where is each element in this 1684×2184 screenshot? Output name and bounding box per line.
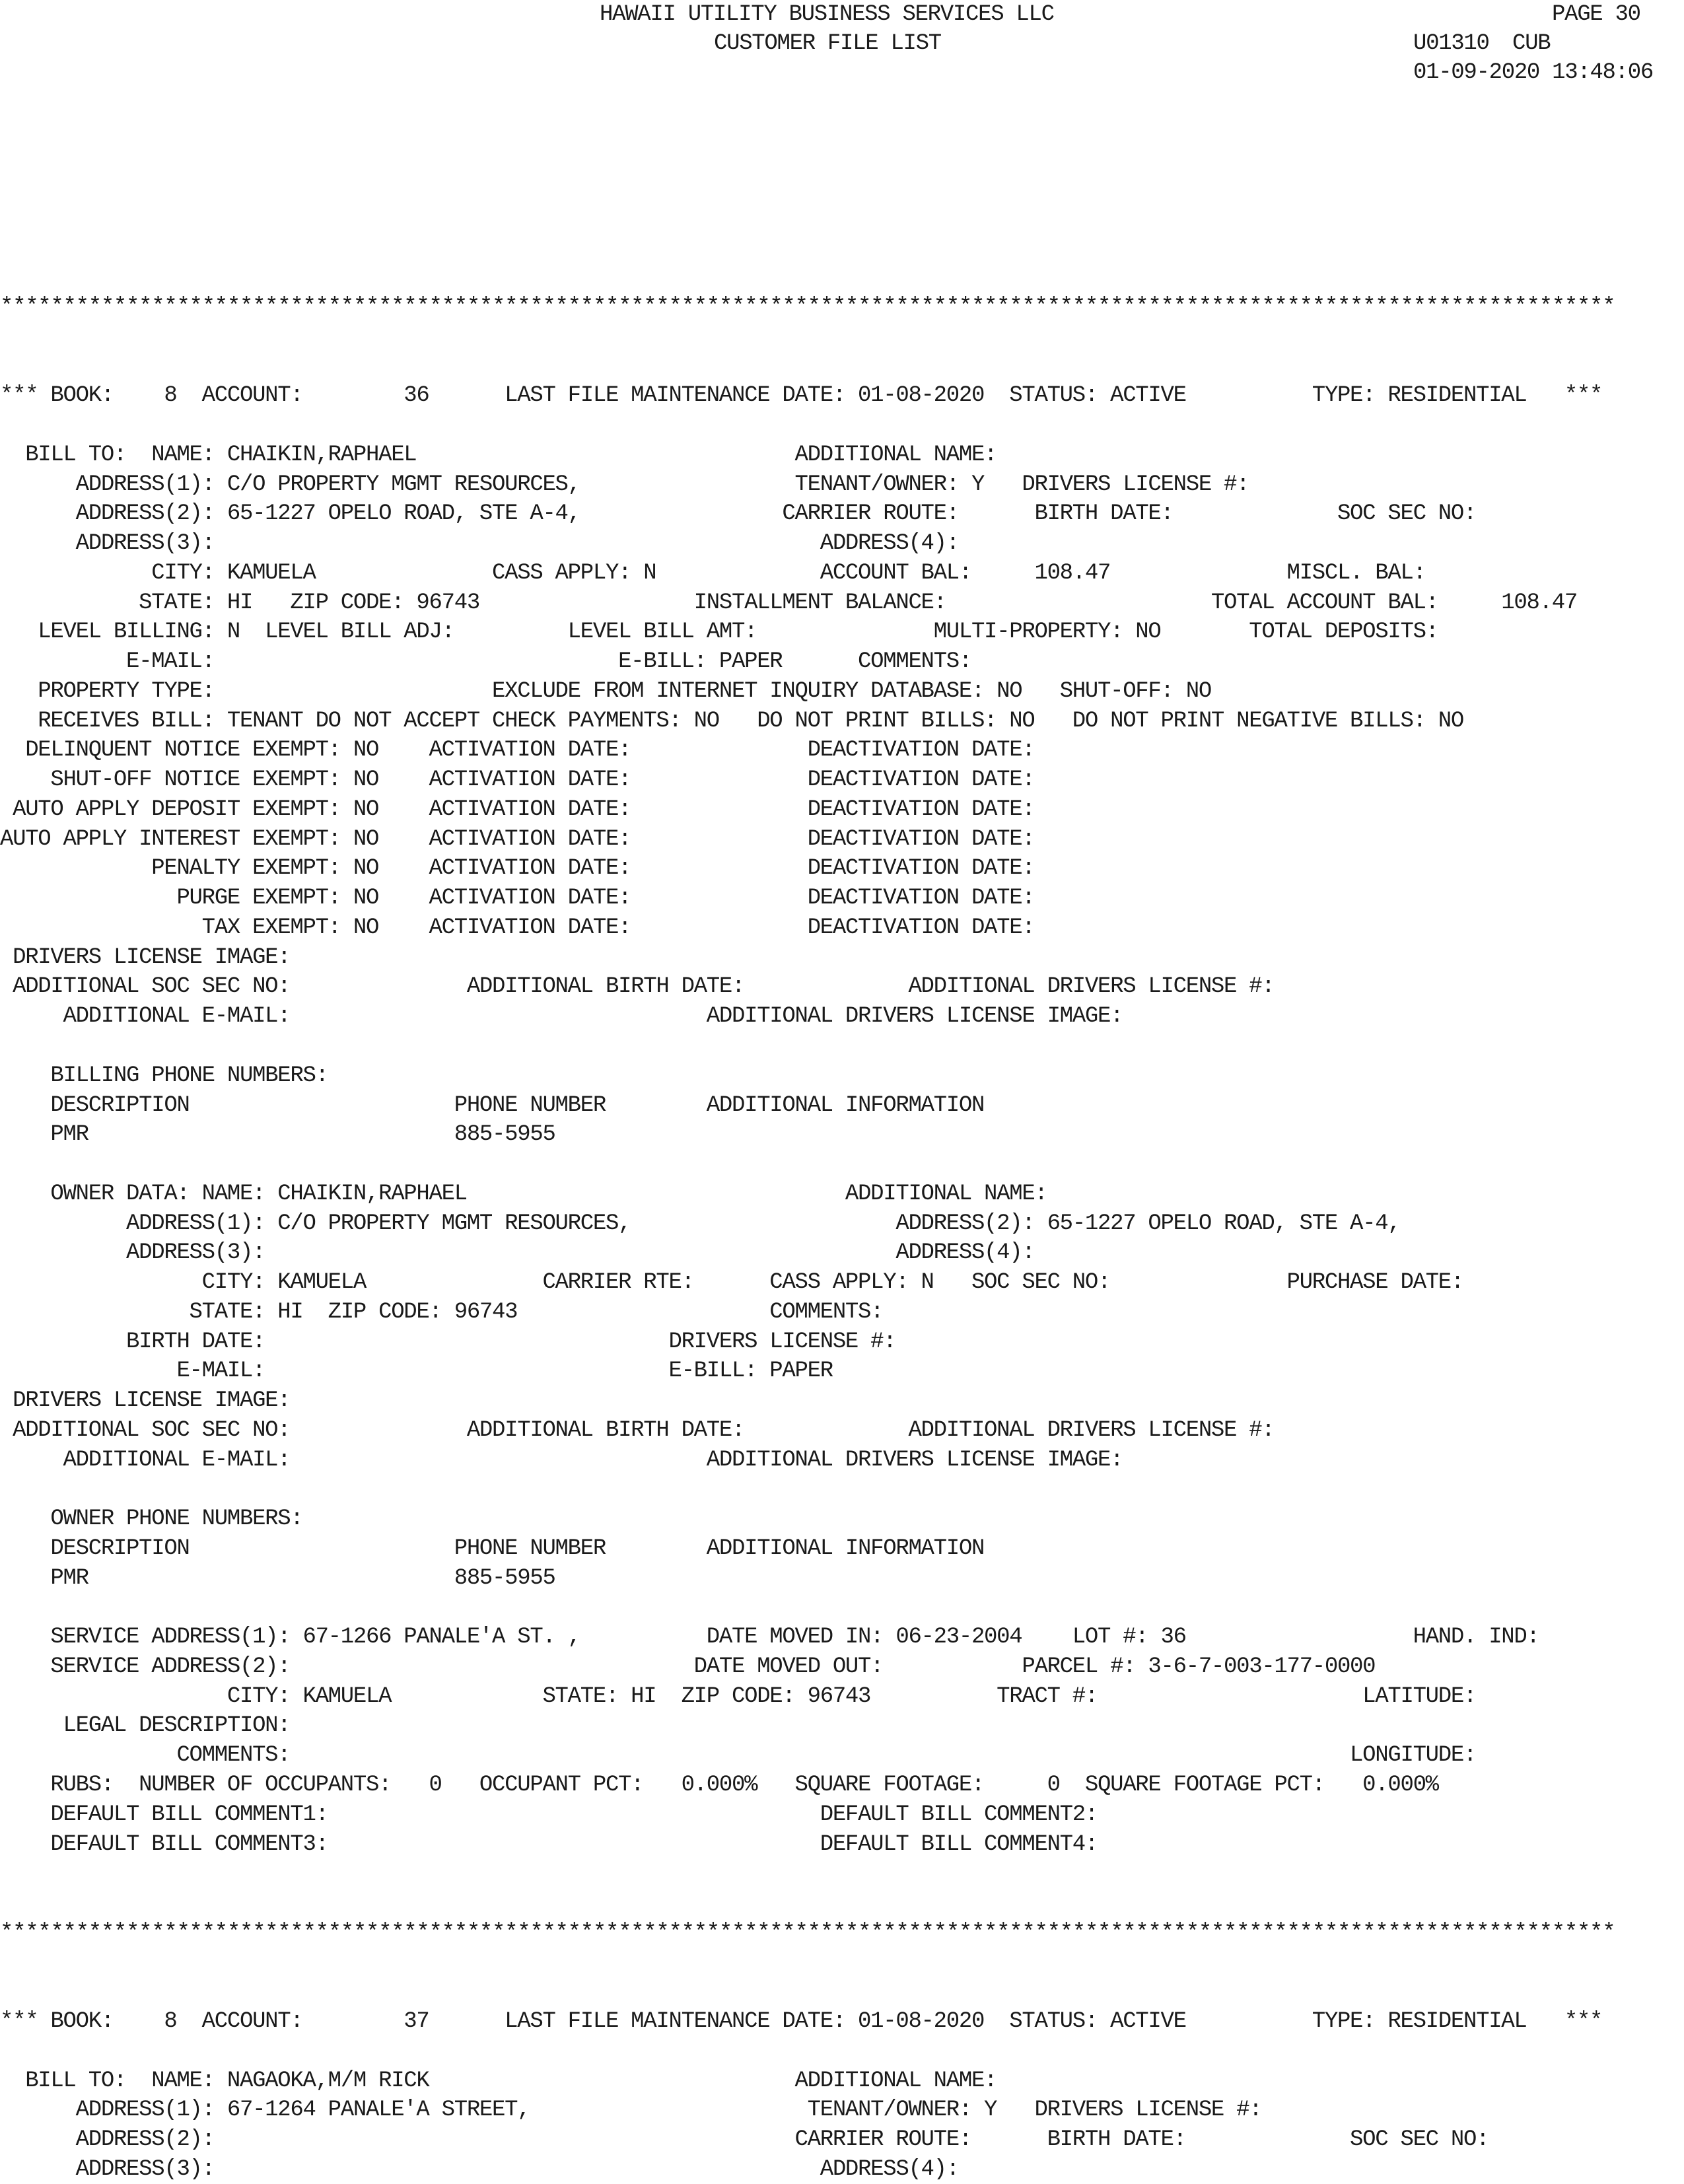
report-line: BIRTH DATE: DRIVERS LICENSE #: [0,1329,896,1355]
page-number: PAGE 30 [1552,2,1640,27]
report-line: ADDRESS(3): ADDRESS(4): [0,531,959,557]
report-line: BILL TO: NAME: CHAIKIN,RAPHAEL ADDITIONAL NAME: [0,442,997,468]
report-line: AUTO APPLY DEPOSIT EXEMPT: NO ACTIVATION DATE: DEACTIVATION DATE: [0,796,1035,822]
report-line: DESCRIPTION PHONE NUMBER ADDITIONAL INFORMATION [0,1535,985,1561]
report-line: ADDITIONAL E-MAIL: ADDITIONAL DRIVERS LICENSE IMAGE: [0,1447,1123,1473]
report-line: RECEIVES BILL: TENANT DO NOT ACCEPT CHECK PAYMENTS: NO DO NOT PRINT BILLS: NO DO NOT PRINT NEGATIVE BILLS: NO [0,708,1463,734]
report-line: PURGE EXEMPT: NO ACTIVATION DATE: DEACTIVATION DATE: [0,886,1035,911]
report-line: DEFAULT BILL COMMENT1: DEFAULT BILL COMMENT2: [0,1802,1098,1827]
report-line: PMR 885-5955 [0,1122,555,1148]
report-timestamp: 01-09-2020 13:48:06 [1413,60,1653,85]
report-line: LEVEL BILLING: N LEVEL BILL ADJ: LEVEL BILL AMT: MULTI-PROPERTY: NO TOTAL DEPOSITS: [0,619,1438,645]
system-code: CUB [1512,31,1551,56]
report-code: U01310 [1413,31,1489,56]
report-line: AUTO APPLY INTEREST EXEMPT: NO ACTIVATION DATE: DEACTIVATION DATE: [0,826,1035,852]
report-line: SHUT-OFF NOTICE EXEMPT: NO ACTIVATION DATE: DEACTIVATION DATE: [0,767,1035,793]
report-line: ADDITIONAL SOC SEC NO: ADDITIONAL BIRTH DATE: ADDITIONAL DRIVERS LICENSE #: [0,1417,1275,1443]
separator-line: ******************************************************************************************************************************** [0,295,1615,320]
report-line: LEGAL DESCRIPTION: [0,1713,291,1739]
report-line: ADDITIONAL SOC SEC NO: ADDITIONAL BIRTH DATE: ADDITIONAL DRIVERS LICENSE #: [0,974,1275,1000]
report-line: OWNER PHONE NUMBERS: [0,1506,303,1532]
report-line: STATE: HI ZIP CODE: 96743 INSTALLMENT BALANCE: TOTAL ACCOUNT BAL: 108.47 [0,590,1577,616]
report-line: PROPERTY TYPE: EXCLUDE FROM INTERNET INQUIRY DATABASE: NO SHUT-OFF: NO [0,678,1211,704]
report-line: DRIVERS LICENSE IMAGE: [0,1388,291,1414]
report-line: E-MAIL: E-BILL: PAPER COMMENTS: [0,649,971,675]
report-line: PENALTY EXEMPT: NO ACTIVATION DATE: DEACTIVATION DATE: [0,856,1035,882]
report-line: CITY: KAMUELA STATE: HI ZIP CODE: 96743 TRACT #: LATITUDE: [0,1683,1477,1709]
report-line: CITY: KAMUELA CASS APPLY: N ACCOUNT BAL: 108.47 MISCL. BAL: [0,560,1426,586]
report-line: ADDRESS(3): ADDRESS(4): [0,2156,959,2182]
report-line: E-MAIL: E-BILL: PAPER [0,1358,833,1384]
account-header-line: *** BOOK: 8 ACCOUNT: 37 LAST FILE MAINTENANCE DATE: 01-08-2020 STATUS: ACTIVE TYPE: RESIDENTIAL *** [0,2009,1603,2035]
report-line: COMMENTS: LONGITUDE: [0,1743,1477,1769]
report-line: DELINQUENT NOTICE EXEMPT: NO ACTIVATION DATE: DEACTIVATION DATE: [0,738,1035,763]
report-line: PMR 885-5955 [0,1565,555,1591]
report-line: RUBS: NUMBER OF OCCUPANTS: 0 OCCUPANT PCT: 0.000% SQUARE FOOTAGE: 0 SQUARE FOOTAGE PCT: 0.000% [0,1773,1438,1798]
report-line: TAX EXEMPT: NO ACTIVATION DATE: DEACTIVATION DATE: [0,915,1035,940]
report-line: SERVICE ADDRESS(1): 67-1266 PANALE'A ST. , DATE MOVED IN: 06-23-2004 LOT #: 36 HAND. IND: [0,1625,1539,1650]
report-line: ADDRESS(2): 65-1227 OPELO ROAD, STE A-4, CARRIER ROUTE: BIRTH DATE: SOC SEC NO: [0,501,1477,527]
report-line: DEFAULT BILL COMMENT3: DEFAULT BILL COMMENT4: [0,1831,1098,1857]
report-line: ADDRESS(1): C/O PROPERTY MGMT RESOURCES, ADDRESS(2): 65-1227 OPELO ROAD, STE A-4, [0,1211,1401,1236]
report-line: DESCRIPTION PHONE NUMBER ADDITIONAL INFORMATION [0,1092,985,1118]
company-name: HAWAII UTILITY BUSINESS SERVICES LLC [600,2,1054,27]
report-line: OWNER DATA: NAME: CHAIKIN,RAPHAEL ADDITIONAL NAME: [0,1181,1047,1207]
separator-line: ******************************************************************************************************************************** [0,1920,1615,1946]
report-line: BILLING PHONE NUMBERS: [0,1063,328,1088]
report-line: CITY: KAMUELA CARRIER RTE: CASS APPLY: N SOC SEC NO: PURCHASE DATE: [0,1270,1463,1296]
report-line: ADDRESS(3): ADDRESS(4): [0,1240,1035,1266]
report-line: ADDRESS(2): CARRIER ROUTE: BIRTH DATE: SOC SEC NO: [0,2127,1489,2153]
report-line: STATE: HI ZIP CODE: 96743 COMMENTS: [0,1299,884,1325]
account-header-line: *** BOOK: 8 ACCOUNT: 36 LAST FILE MAINTENANCE DATE: 01-08-2020 STATUS: ACTIVE TYPE: RESIDENTIAL *** [0,383,1603,409]
report-line: BILL TO: NAME: NAGAOKA,M/M RICK ADDITIONAL NAME: [0,2068,997,2094]
report-line: ADDITIONAL E-MAIL: ADDITIONAL DRIVERS LICENSE IMAGE: [0,1004,1123,1030]
report-line: ADDRESS(1): C/O PROPERTY MGMT RESOURCES, TENANT/OWNER: Y DRIVERS LICENSE #: [0,472,1249,497]
report-line: ADDRESS(1): 67-1264 PANALE'A STREET, TENANT/OWNER: Y DRIVERS LICENSE #: [0,2097,1262,2123]
report-line: SERVICE ADDRESS(2): DATE MOVED OUT: PARCEL #: 3-6-7-003-177-0000 [0,1654,1376,1679]
report-line: DRIVERS LICENSE IMAGE: [0,944,291,970]
report-title: CUSTOMER FILE LIST [714,31,941,56]
